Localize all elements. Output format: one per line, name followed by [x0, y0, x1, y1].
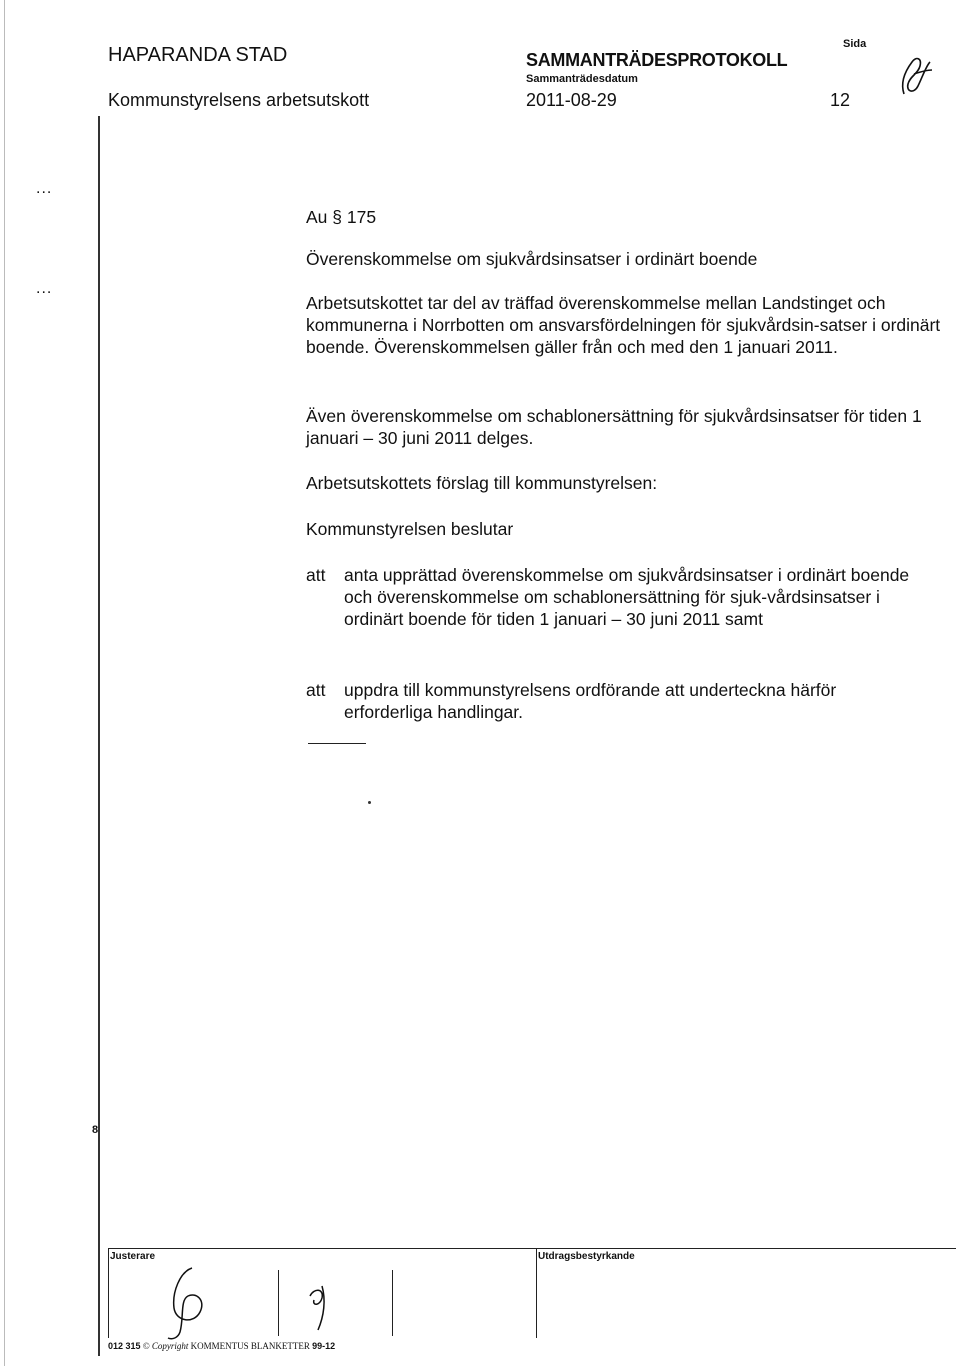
committee-name: Kommunstyrelsens arbetsutskott [108, 90, 370, 110]
footer-divider [278, 1270, 279, 1336]
utdragsbestyrkande-label: Utdragsbestyrkande [538, 1251, 635, 1262]
margin-dots: ... [36, 280, 53, 297]
end-rule [308, 743, 366, 744]
paragraph-reference: Au § 175 [306, 207, 377, 227]
margin-dots: ... [36, 180, 53, 197]
att-marker: att [306, 565, 326, 585]
proposal-heading: Arbetsutskottets förslag till kommunstyrelsen: [306, 473, 658, 493]
form-code: 012 315 [108, 1341, 141, 1351]
body-paragraph: Även överenskommelse om schablonersättning för sjukvårdsinsatser för tiden 1 januari – 30 juni 2011 delges. [306, 406, 922, 448]
meeting-date: 2011-08-29 [526, 90, 617, 110]
page-edge-line [4, 0, 5, 1366]
form-version: 99-12 [312, 1341, 336, 1351]
margin-number: 8 [92, 1124, 99, 1136]
initials-signature-icon [896, 52, 936, 100]
page-label: Sida [843, 38, 867, 50]
organization-name: HAPARANDA STAD [108, 44, 288, 66]
page-number: 12 [830, 90, 851, 110]
decision-item: uppdra till kommunstyrelsens ordförande att underteckna härför erforderliga handlingar. [344, 680, 837, 722]
meeting-date-label: Sammanträdesdatum [526, 73, 638, 85]
publisher-name: KOMMENTUS BLANKETTER [190, 1341, 310, 1351]
body-paragraph: Arbetsutskottet tar del av träffad överenskommelse mellan Landstinget och kommunerna i Norrbotten om ansvarsfördelningen för sjukvårdsin-satser i ordinärt boende. Överenskommelsen gäller från och med den 1 januari 2011. [306, 293, 941, 357]
footer-divider [392, 1270, 393, 1336]
decision-heading: Kommunstyrelsen beslutar [306, 519, 514, 539]
form-imprint [108, 1341, 335, 1351]
margin-rule [98, 116, 100, 1356]
stray-mark [368, 801, 371, 804]
justerare-signature-icon [150, 1262, 230, 1342]
section-title: Överenskommelse om sjukvårdsinsatser i ordinärt boende [306, 249, 758, 269]
att-marker: att [306, 680, 326, 700]
footer-divider [108, 1248, 109, 1338]
footer-divider [536, 1248, 537, 1338]
justerare-signature-icon [300, 1276, 350, 1336]
decision-item: anta upprättad överenskommelse om sjukvårdsinsatser i ordinärt boende och överenskommelse om schablonersättning för sjuk-vårdsinsatser i ordinärt boende för tiden 1 januari – 30 juni 2011 samt [344, 565, 910, 629]
protocol-title: SAMMANTRÄDESPROTOKOLL [526, 50, 788, 70]
copyright-text: © Copyright [142, 1341, 189, 1351]
justerare-label: Justerare [110, 1251, 156, 1262]
footer-rule [108, 1248, 956, 1249]
